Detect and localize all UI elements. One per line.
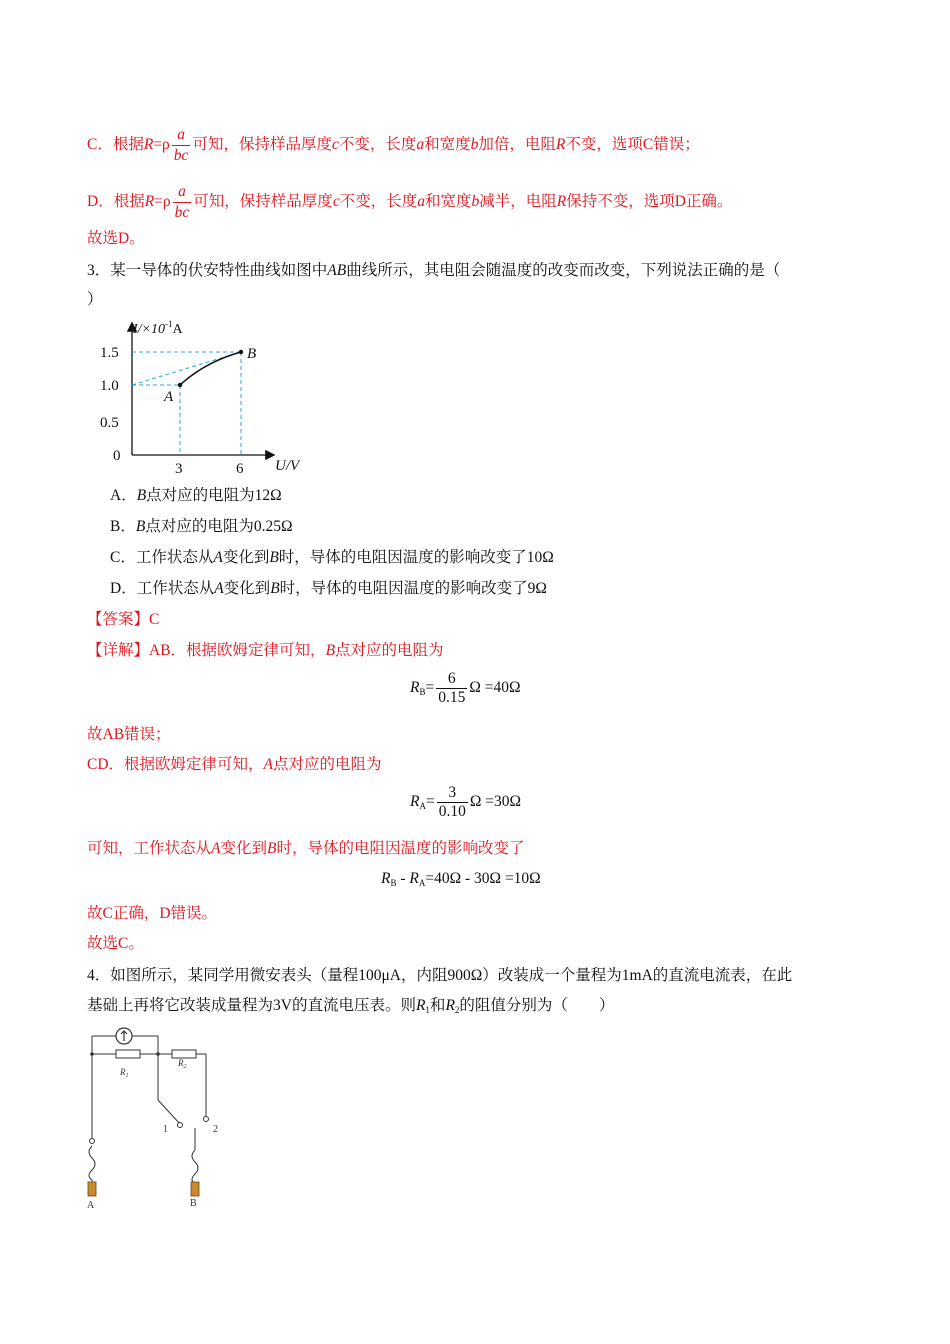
point-a — [178, 383, 182, 387]
equation-ra: $R_A=$ $\frac{3}{0.10}$ Ω =30Ω — [410, 784, 521, 820]
option-c-prefix: C．根据 — [87, 136, 144, 154]
q3-option-c[interactable]: C．工作状态从A变化到B时，导体的电阻因温度的影响改变了10Ω — [110, 549, 554, 566]
probe-a — [88, 1182, 96, 1196]
x-tick-6: 6 — [236, 461, 244, 477]
equation-difference: $R_B - R_A=40\Omega - 30\Omega =10\Omega$ — [381, 870, 541, 888]
iv-curve-ab — [180, 352, 241, 385]
terminal-a — [90, 1139, 95, 1144]
formula-r: R — [143, 136, 154, 154]
iv-graph — [95, 318, 315, 478]
y-axis-label: $I/\times 10^{-1}A$ — [133, 319, 183, 337]
q3-detail-2: CD．根据欧姆定律可知，A点对应的电阻为 — [87, 756, 382, 773]
terminal-2-label: 2 — [213, 1124, 218, 1135]
resistor-r2 — [172, 1050, 196, 1058]
terminal-a-label: A — [87, 1200, 95, 1211]
conclusion-c: 故选C。 — [87, 935, 144, 952]
y-tick-1.0: 1.0 — [100, 378, 119, 394]
q3-option-a[interactable]: A．B点对应的电阻为12Ω — [110, 487, 282, 504]
equation-rb: $R_B=$ $\frac{6}{0.15}$ Ω =40Ω — [410, 670, 521, 706]
x-axis-label: U/V — [275, 458, 300, 474]
y-tick-1.5: 1.5 — [100, 345, 119, 361]
conclusion-cd: 故C正确，D错误。 — [87, 905, 218, 922]
q3-option-b[interactable]: B．B点对应的电阻为0.25Ω — [110, 518, 293, 535]
y-tick-0: 0 — [113, 448, 121, 464]
terminal-1 — [178, 1123, 183, 1128]
resistor-r1 — [116, 1050, 140, 1058]
solution-option-c: C．根据R=ρ $\frac{a}{bc}$ 可知，保持样品厚度c不变，长度a和宽度b加倍，电阻R不变，选项C错误； — [87, 126, 700, 164]
circuit-diagram — [80, 1020, 240, 1220]
terminal-1-label: 1 — [163, 1124, 168, 1135]
point-b — [239, 350, 243, 354]
terminal-b-label: B — [190, 1198, 197, 1209]
terminal-2 — [204, 1117, 209, 1122]
question-4-stem-1: 4．如图所示，某同学用微安表头（量程100μA，内阻900Ω）改装成一个量程为1mA的直流电流表，在此 — [87, 967, 793, 984]
r1-label: $R_1$ — [120, 1067, 129, 1079]
fraction-a-over-bc: $\frac{a}{bc}$ — [174, 183, 190, 221]
fraction-a-over-bc: $\frac{a}{bc}$ — [173, 126, 189, 164]
question-4-stem-2: 基础上再将它改装成量程为3V的直流电压表。则$R_1$和$R_2$的阻值分别为（ ） — [87, 997, 615, 1015]
probe-b — [191, 1182, 199, 1196]
formula-eq: =ρ — [153, 136, 170, 154]
y-tick-0.5: 0.5 — [100, 415, 119, 431]
q3-answer: 【答案】C — [87, 611, 160, 628]
point-b-label: B — [247, 346, 257, 362]
conclusion-ab: 故AB错误； — [87, 726, 171, 743]
question-3-stem-end: ） — [87, 291, 103, 308]
q3-detail-1: 【详解】AB．根据欧姆定律可知，B点对应的电阻为 — [87, 642, 444, 659]
conclusion-d: 故选D。 — [87, 230, 145, 247]
r2-label: $R_2$ — [178, 1058, 187, 1070]
q3-option-d[interactable]: D．工作状态从A变化到B时，导体的电阻因温度的影响改变了9Ω — [110, 580, 547, 597]
solution-option-d: D．根据R=ρ $\frac{a}{bc}$ 可知，保持样品厚度c不变，长度a和宽度b减半，电阻R保持不变，选项D正确。 — [87, 183, 733, 221]
point-a-label: A — [164, 389, 174, 405]
q3-detail-3: 可知，工作状态从A变化到B时，导体的电阻因温度的影响改变了 — [87, 840, 525, 857]
question-3-stem: 3．某一导体的伏安特性曲线如图中AB曲线所示，其电阻会随温度的改变而改变，下列说法正确的是（ — [87, 262, 781, 279]
x-tick-3: 3 — [175, 461, 183, 477]
option-d-prefix: D．根据 — [87, 193, 145, 211]
